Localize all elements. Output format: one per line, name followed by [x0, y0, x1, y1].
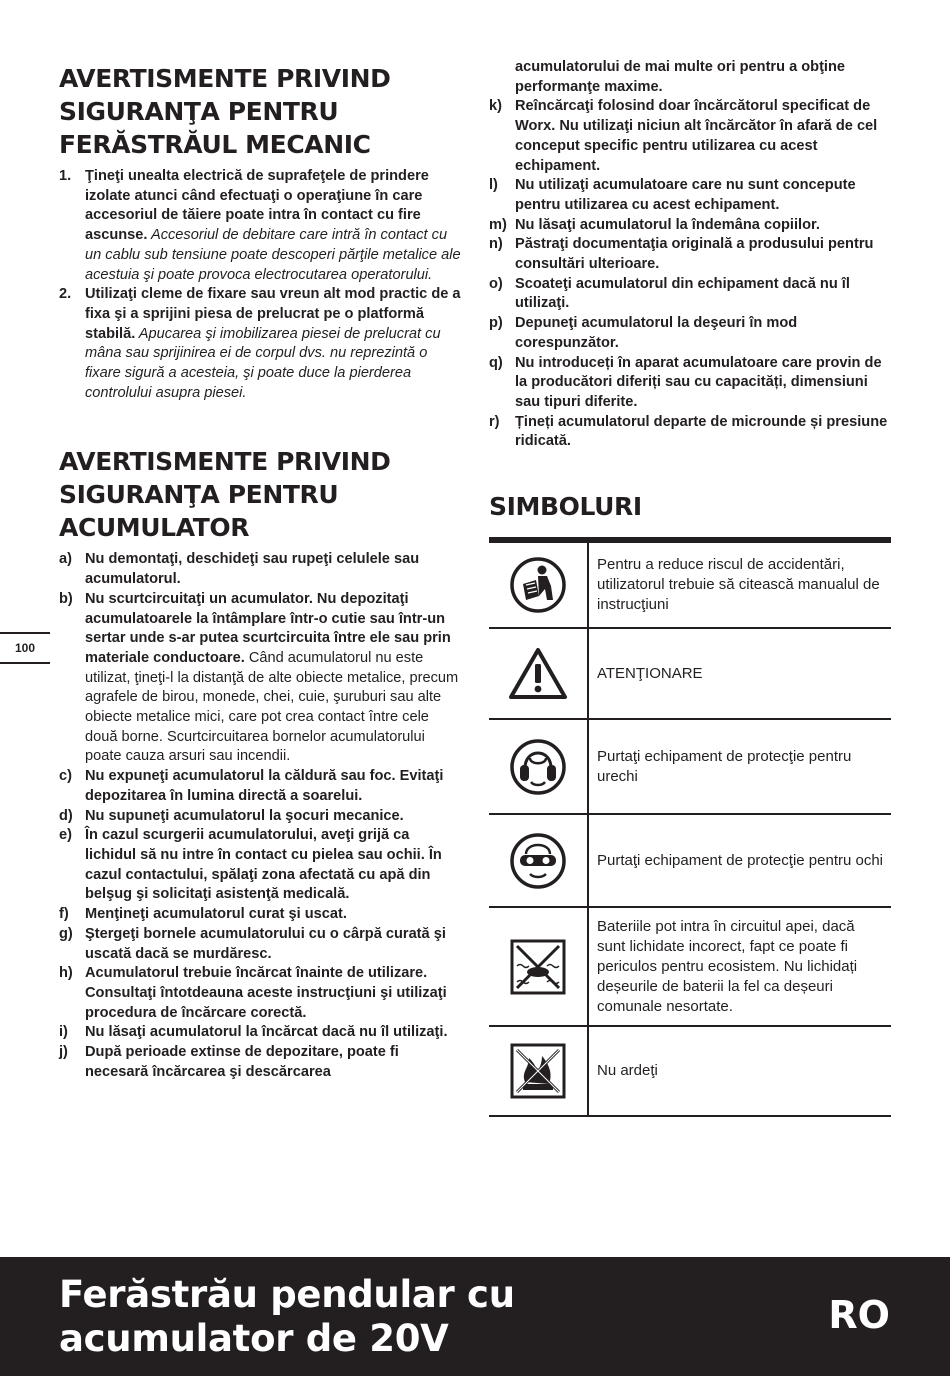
- read-manual-icon: [489, 543, 589, 627]
- list-item: b) Nu scurtcircuitaţi un acumulator. Nu depozitaţi acumulatoarele la întâmplare într-o cutie sau într-un sertar unde s-ar putea scurtcircuita între ele sau prin materiale conductoare. Când acumulatorul nu este utilizat, ţineţi-l la distanţă de alte obiecte metalice, precum agrafele de birou, monede, chei, cuie, şuruburi sau alte obiecte metalice mici, care pot crea contact între cele două borne. Scurtcircuitarea bornelor acumulatorului poate cauza arsuri sau incendii.: [59, 590, 459, 765]
- list-item: h) Acumulatorul trebuie încărcat înainte de utilizare. Consultaţi întotdeauna aceste instrucţiuni şi utilizaţi procedura de încărcare corectă.: [59, 965, 447, 1021]
- list-item: d) Nu supuneţi acumulatorul la şocuri mecanice.: [59, 807, 404, 824]
- list-item: j) După perioade extinse de depozitare, poate fi necesară încărcarea şi descărcarea: [59, 1044, 399, 1080]
- battery-safety-heading: AVERTISMENTE PRIVIND SIGURANŢA PENTRU ACUMULATOR: [59, 447, 391, 543]
- list-item: c) Nu expuneţi acumulatorul la căldură sau foc. Evitaţi depozitarea în lumina directă a soarelui.: [59, 768, 444, 804]
- no-burn-icon: [489, 1027, 589, 1115]
- list-item: a) Nu demontaţi, deschideţi sau rupeţi celulele sau acumulatorul.: [59, 551, 420, 588]
- battery-water-icon: [489, 908, 589, 1025]
- list-item: e) În cazul scurgerii acumulatorului, aveţi grijă ca lichidul să nu intre în contact cu pielea sau ochii. În cazul contactului, spălaţi zona afectată cu apă din belşug şi solicitaţi asistenţă medicală.: [59, 827, 442, 903]
- symbol-row: [489, 908, 891, 1027]
- product-title: Ferăstrău pendular cu acumulator de 20V: [59, 1273, 515, 1360]
- warning-icon: [489, 629, 589, 718]
- list-continuation: acumulatorului de mai multe ori pentru a obţine performanţe maxime.: [515, 59, 846, 95]
- list-item: m) Nu lăsaţi acumulatorul la îndemâna copiilor.: [489, 216, 820, 233]
- symbol-description: Purtaţi echipament de protecţie pentru ochi: [597, 851, 884, 869]
- saw-safety-heading: AVERTISMENTE PRIVIND SIGURANŢA PENTRU FERĂSTRĂUL MECANIC: [59, 64, 391, 159]
- ear-protection-icon: [489, 720, 589, 813]
- battery-safety-list-continued: [489, 97, 891, 452]
- list-item: n) Păstraţi documentaţia originală a produsului pentru consultări ulterioare.: [489, 236, 874, 273]
- list-item: q) Nu introduceți în aparat acumulatoare care provin de la producători diferiți sau cu capacități, dimensiuni sau tipuri diferite.: [489, 354, 882, 410]
- saw-safety-list: [59, 167, 463, 403]
- list-item: o) Scoateţi acumulatorul din echipament dacă nu îl utilizaţi.: [489, 275, 850, 312]
- footer-banner: [0, 1257, 950, 1376]
- symbol-row: [489, 720, 891, 815]
- list-item: k) Reîncărcaţi folosind doar încărcătorul specificat de Worx. Nu utilizaţi niciun alt încărcător în afară de cel conceput specific pentru utilizarea cu acest echipament.: [489, 98, 878, 174]
- list-item: g) Ştergeţi bornele acumulatorului cu o cârpă curată şi uscată dacă se murdăresc.: [59, 925, 446, 962]
- list-item: 2. Utilizaţi cleme de fixare sau vreun alt mod practic de a fixa şi a sprijini piesa de prelucrat pe o platformă stabilă. Apucarea şi imobilizarea piesei de prelucrat cu mâna sau sprijinirea ei de corpul dvs. nu reprezintă o fixare sigură a acesteia, şi poate duce la pierderea controlului asupra piesei.: [59, 286, 461, 401]
- symbol-row: [489, 815, 891, 908]
- left-column: [59, 58, 463, 1082]
- eye-protection-icon: [489, 815, 589, 906]
- page-number: 100: [0, 632, 50, 664]
- list-item: i) Nu lăsaţi acumulatorul la încărcat dacă nu îl utilizaţi.: [59, 1024, 448, 1041]
- symbol-description: Pentru a reduce riscul de accidentări, utilizatorul trebuie să citească manualul de instrucţiuni: [597, 556, 880, 614]
- symbol-row: [489, 1027, 891, 1117]
- battery-safety-list: [59, 550, 463, 1082]
- list-item: p) Depuneţi acumulatorul la deşeuri în mod corespunzător.: [489, 315, 798, 351]
- list-item: f) Menţineţi acumulatorul curat şi uscat.: [59, 906, 347, 923]
- symbol-description: Nu ardeţi: [597, 1062, 658, 1080]
- symbol-description: Bateriile pot intra în circuitul apei, dacă sunt lichidate incorect, fapt ce poate fi periculos pentru ecosistem. Nu lichidați deșeurile de baterii la fel ca deșeuri comunale nesortate.: [597, 917, 858, 1015]
- list-item: r) Țineți acumulatorul departe de microunde și presiune ridicată.: [489, 413, 888, 450]
- symbol-description: ATENŢIONARE: [597, 664, 703, 682]
- right-column: [489, 58, 891, 1117]
- symbol-row: [489, 629, 891, 720]
- list-item: 1. Ţineţi unealta electrică de suprafeţele de prindere izolate atunci când efectuaţi o operaţiune în care accesoriul de tăiere poate intra în contact cu fire ascunse. Accesoriul de debitare care intră în contact cu un cablu sub tensiune poate descoperi părţile metalice ale acestuia şi poate provoca electrocutarea operatorului.: [59, 168, 461, 283]
- language-code: RO: [828, 1293, 890, 1337]
- list-item: l) Nu utilizaţi acumulatoare care nu sunt concepute pentru utilizarea cu acest echipament.: [489, 177, 856, 213]
- symbols-table: [489, 537, 891, 1117]
- symbol-description: Purtaţi echipament de protecţie pentru urechi: [597, 747, 852, 785]
- symbol-row: [489, 543, 891, 629]
- symbols-heading: SIMBOLURI: [489, 492, 642, 522]
